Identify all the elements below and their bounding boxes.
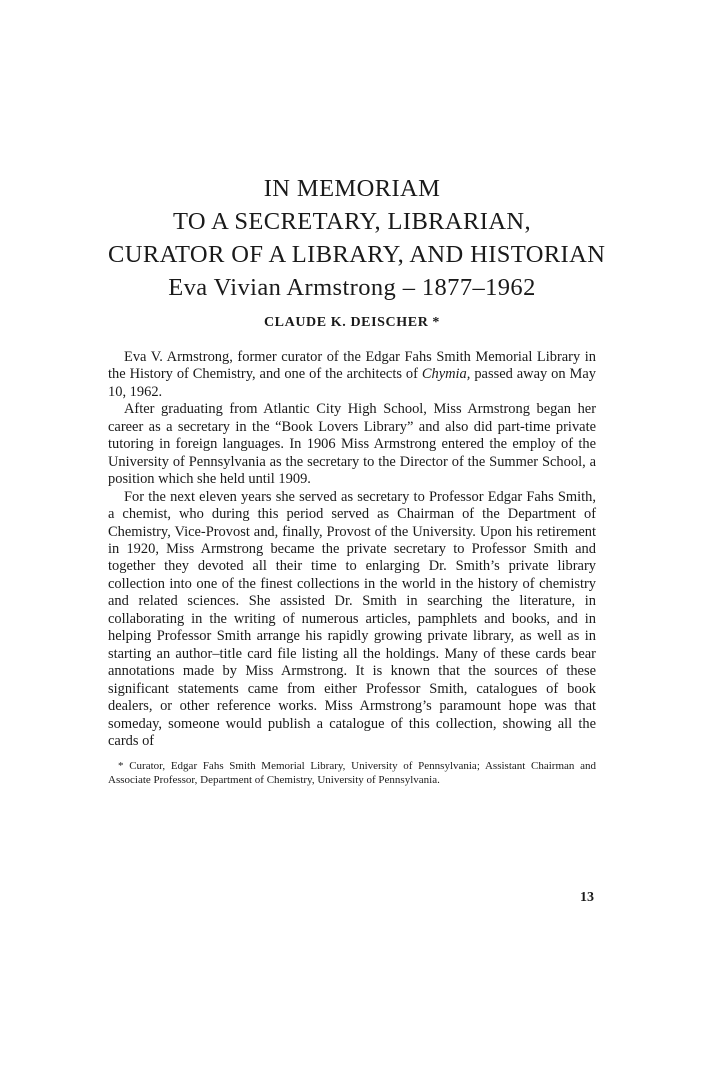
page-number: 13 (580, 890, 594, 905)
footnote (108, 759, 596, 787)
title-line-4: Eva Vivian Armstrong – 1877–1962 (168, 274, 536, 301)
journal-title-italic: Chymia, (421, 366, 471, 383)
author-byline (108, 313, 596, 333)
title-line-2: TO A SECRETARY, LIBRARIAN, (172, 208, 532, 235)
paragraph-1-start: Eva V. Armstrong, former curator of the Edgar Fahs Smith Memorial Library in the History of Chemistry, and one of the architects of (108, 349, 596, 383)
paragraph-1 (108, 349, 596, 401)
article-body (108, 349, 596, 750)
title-line-3: CURATOR OF A LIBRARY, AND HISTORIAN (108, 241, 606, 268)
author-name: CLAUDE K. DEISCHER (263, 315, 429, 330)
paragraph-3: For the next eleven years she served as secretary to Professor Edgar Fahs Smith, a chemist, who during this period served as Chairman of the Department of Chemistry, Vice-Provost and, finally, Provost of the University. Upon his retirement in 1920, Miss Armstrong became the private secretary to Professor Smith and together they devoted all their time to enlarging Dr. Smith’s private library collection into one of the finest collections in the world in the history of chemistry and related sciences. She assisted Dr. Smith in searching the literature, in collaborating in the writing of numerous articles, pamphlets and books, and in helping Professor Smith arrange his rapidly growing private library, as well as in starting an author–title card file listing all the holdings. Many of these cards bear annotations made by Miss Armstrong. It is known that the sources of these significant statements came from either Professor Smith, catalogues of book dealers, or other reference works. Miss Armstrong’s paramount hope was that someday, someone would publish a catalogue of this collection, showing all the cards of (108, 488, 596, 749)
article (108, 172, 606, 787)
title-line-1: IN MEMORIAM (263, 175, 441, 202)
footnote-text (108, 759, 596, 787)
footnote-mark: * (118, 760, 124, 773)
footnote-reference-mark: * (432, 315, 441, 330)
paragraph-1-end: passed away on May 10, 1962. (108, 366, 596, 400)
footnote-body: Curator, Edgar Fahs Smith Memorial Library, University of Pennsylvania; Assistant Chairman and Associate Professor, Department of Chemistry, University of Pennsylvania. (108, 760, 596, 787)
paragraph-2: After graduating from Atlantic City High School, Miss Armstrong began her career as a secretary in the “Book Lovers Library” and also did part-time private tutoring in foreign languages. In 1906 Miss Armstrong entered the employ of the University of Pennsylvania as the secretary to the Director of the Summer School, a position which she held until 1909. (108, 401, 596, 488)
